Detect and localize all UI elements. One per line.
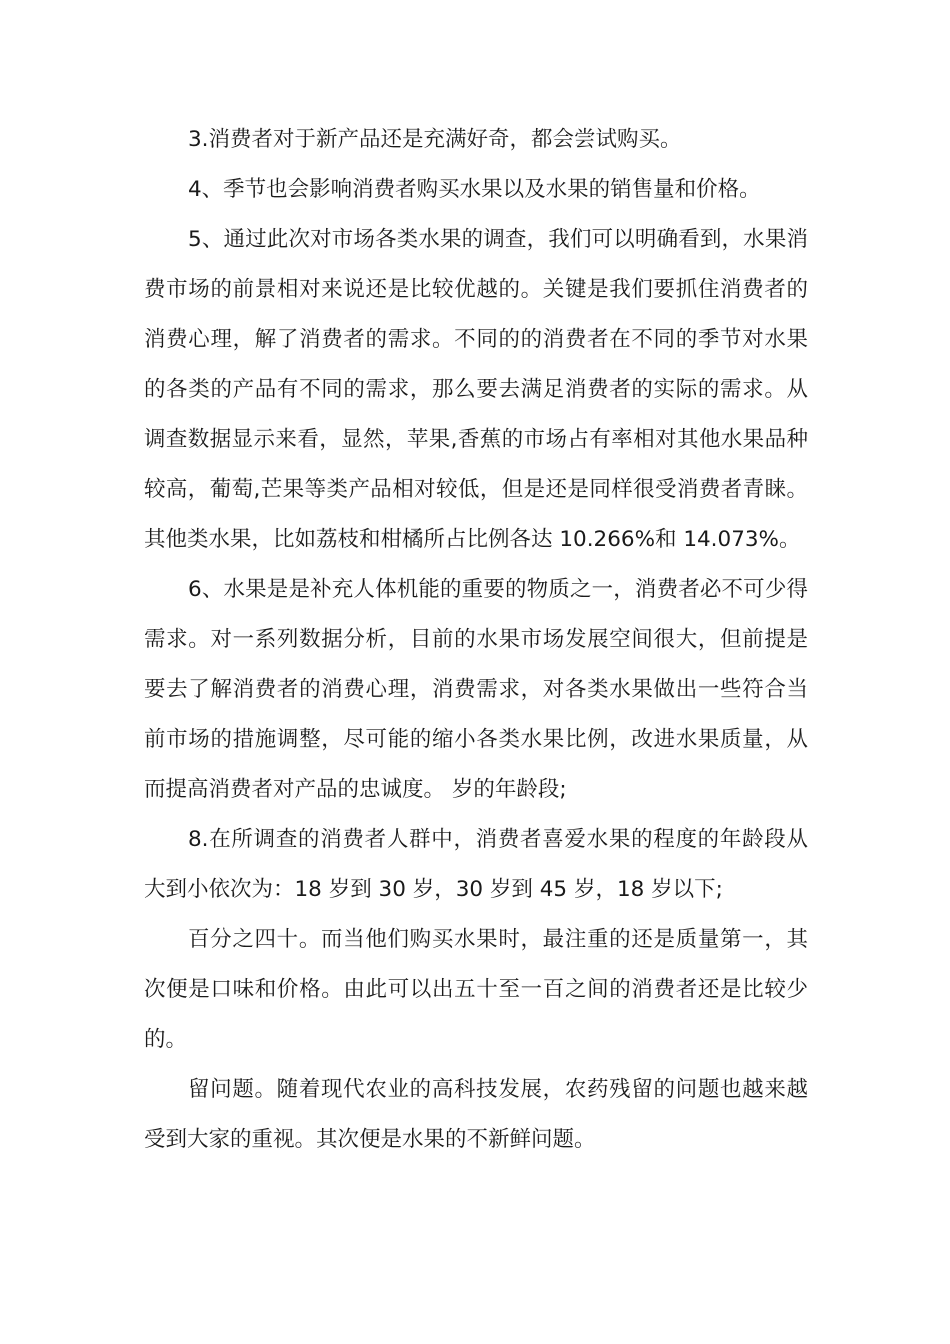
- paragraph-1: 3.消费者对于新产品还是充满好奇，都会尝试购买。: [188, 127, 682, 152]
- paragraph-4: 6、水果是是补充人体机能的重要的物质之一，消费者必不可少得需求。对一系列数据分析，目前的水果市场发展空间很大，但前提是要去了解消费者的消费心理，消费需求，对各类水果做出一些符合当前市场的措施调整，尽可能的缩小各类水果比例，改进水果质量，从而提高消费者对产品的忠诚度。 岁的年龄段;: [144, 577, 808, 802]
- paragraph-3: 5、通过此次对市场各类水果的调查，我们可以明确看到，水果消费市场的前景相对来说还是比较优越的。关键是我们要抓住消费者的消费心理，解了消费者的需求。不同的的消费者在不同的季节对水果的各类的产品有不同的需求，那么要去满足消费者的实际的需求。从调查数据显示来看，显然，苹果,香蕉的市场占有率相对其他水果品种较高，葡萄,芒果等类产品相对较低，但是还是同样很受消费者青睐。其他类水果，比如荔枝和柑橘所占比例各达 10.266%和 14.073%。: [144, 227, 808, 552]
- document-body: [144, 115, 808, 1165]
- paragraph-7: 留问题。随着现代农业的高科技发展，农药残留的问题也越来越受到大家的重视。其次便是水果的不新鲜问题。: [144, 1077, 808, 1152]
- paragraph-2: 4、季节也会影响消费者购买水果以及水果的销售量和价格。: [188, 177, 761, 202]
- paragraph-5: 8.在所调查的消费者人群中，消费者喜爱水果的程度的年龄段从大到小依次为：18 岁到 30 岁，30 岁到 45 岁，18 岁以下;: [144, 827, 808, 902]
- paragraph-6: 百分之四十。而当他们购买水果时，最注重的还是质量第一，其次便是口味和价格。由此可以出五十至一百之间的消费者还是比较少的。: [144, 927, 808, 1052]
